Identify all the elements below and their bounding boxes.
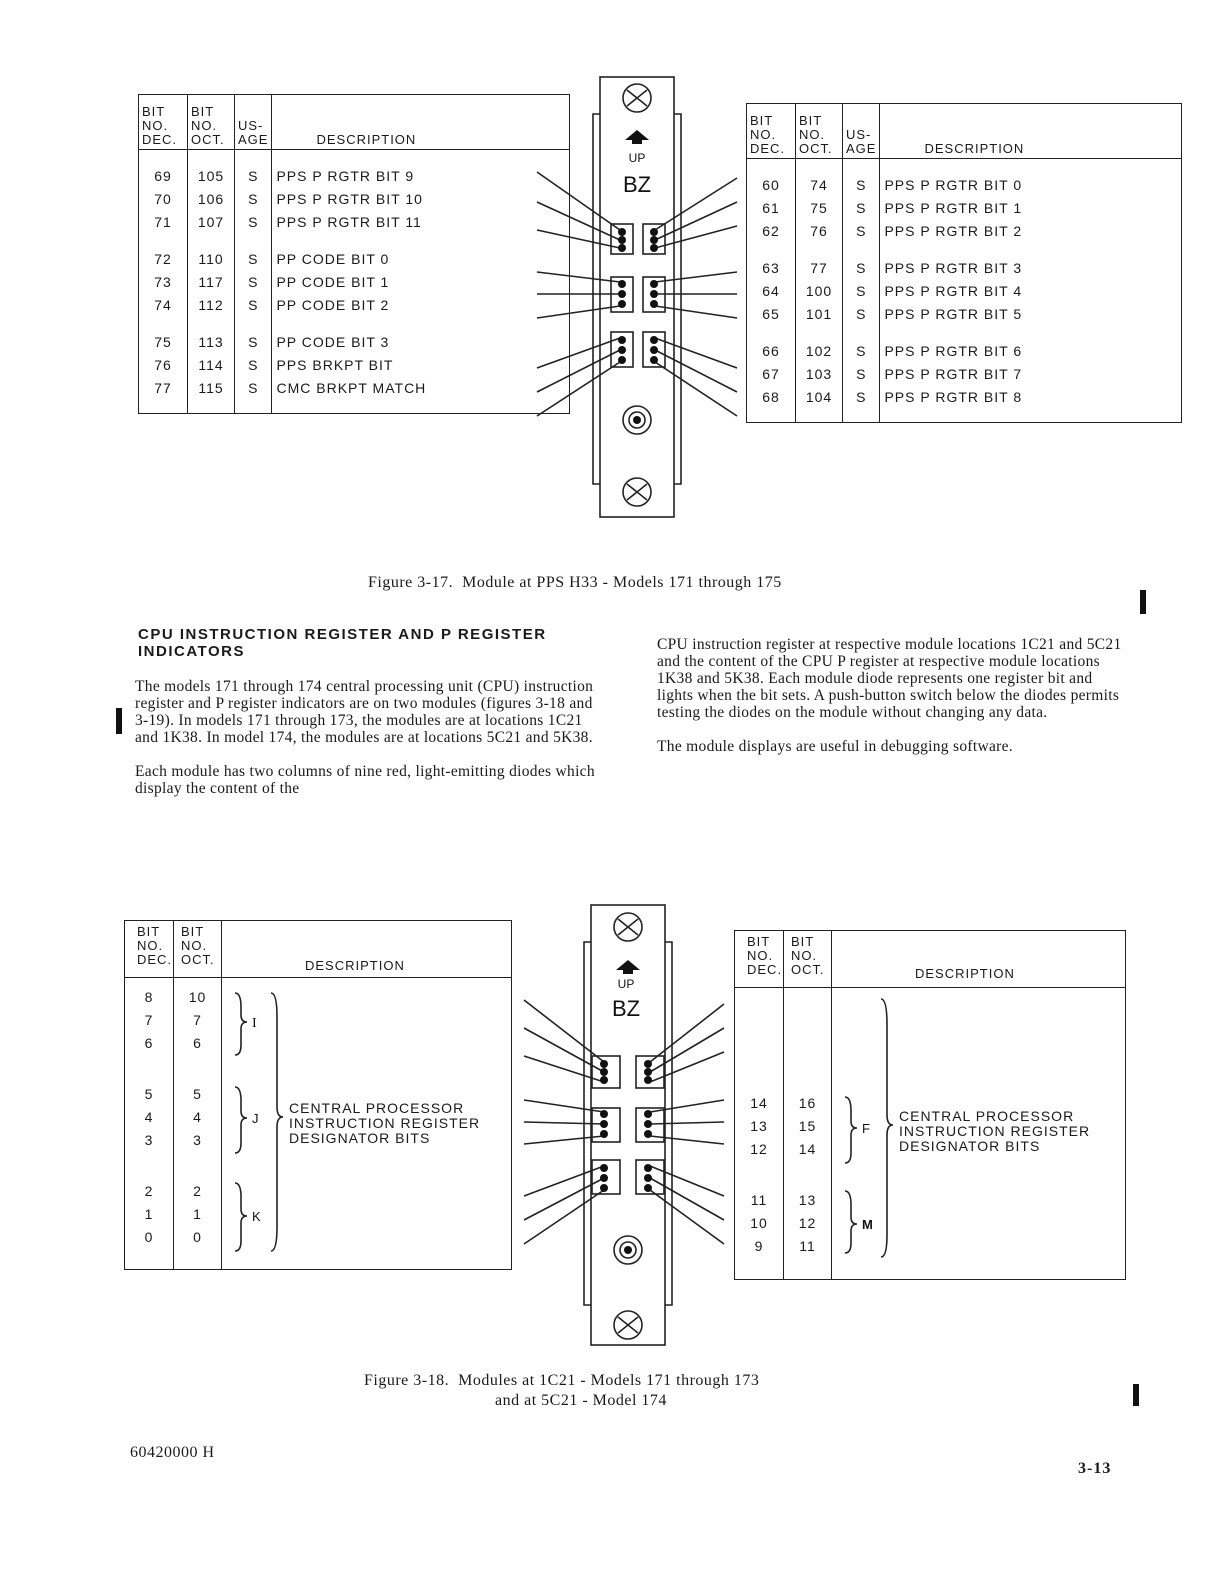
fig17-left_table-grid xyxy=(138,94,570,414)
bit-dec: 69 xyxy=(139,164,188,187)
bit-oct: 112 xyxy=(188,293,235,316)
usage: S xyxy=(235,187,272,210)
description: PPS P RGTR BIT 11 xyxy=(272,210,570,233)
field-label-m: M xyxy=(862,1217,873,1232)
field-label-f: F xyxy=(862,1121,870,1136)
bit-dec: 68 xyxy=(747,385,796,408)
fig17-right-table xyxy=(746,103,1182,423)
description: PP CODE BIT 3 xyxy=(272,330,570,353)
description: PPS P RGTR BIT 1 xyxy=(880,196,1182,219)
fig18-caption-label: Figure 3-18. xyxy=(364,1372,450,1389)
change-bar xyxy=(116,708,122,734)
table-row xyxy=(139,376,570,399)
table-row xyxy=(747,173,1182,196)
table-row xyxy=(139,247,570,270)
fig17-module-id-label: BZ xyxy=(622,172,652,197)
usage: S xyxy=(843,339,880,362)
fig18-right-description: CENTRAL PROCESSOR INSTRUCTION REGISTER DESIGNATOR BITS xyxy=(899,1108,1091,1154)
description: CMC BRKPT MATCH xyxy=(272,376,570,399)
document-number: 60420000 H xyxy=(130,1444,215,1461)
fig18-left-table xyxy=(124,920,512,1270)
paragraph-4: The module displays are useful in debugging software. xyxy=(657,738,1013,755)
fig18-left-header-dec: BIT NO. DEC. xyxy=(137,924,173,967)
field-label-k: K xyxy=(252,1209,261,1224)
bit-oct: 14 xyxy=(798,1141,817,1157)
paragraph-1: The models 171 through 174 central processing unit (CPU) instruction register and P register indicators are on two modules (figures 3-18 and 3-19). In models 171 through 173, the modules are at locations 1C21 and 1K38. In model 174, the modules are at locations 5C21 and 5K38. xyxy=(135,678,594,746)
bit-dec: 3 xyxy=(144,1132,154,1148)
bit-oct: 76 xyxy=(796,219,843,242)
field-label-i: I xyxy=(252,1016,257,1031)
bit-oct: 101 xyxy=(796,302,843,325)
section-heading-line1: CPU INSTRUCTION REGISTER AND P REGISTER xyxy=(138,626,547,643)
description: PP CODE BIT 0 xyxy=(272,247,570,270)
bit-dec: 63 xyxy=(747,256,796,279)
bit-dec: 13 xyxy=(750,1118,768,1134)
usage: S xyxy=(843,302,880,325)
bit-oct: 104 xyxy=(796,385,843,408)
bit-dec: 1 xyxy=(144,1206,154,1222)
bit-oct: 5 xyxy=(193,1086,202,1102)
bit-dec: 75 xyxy=(139,330,188,353)
bit-oct: 77 xyxy=(796,256,843,279)
bit-dec: 8 xyxy=(144,989,154,1005)
bit-dec: 12 xyxy=(750,1141,768,1157)
bit-dec: 11 xyxy=(750,1192,768,1208)
usage: S xyxy=(235,330,272,353)
table-row xyxy=(747,302,1182,325)
fig17-left_table-header-use: US- AGE xyxy=(235,95,272,150)
fig18-right-table xyxy=(734,930,1126,1280)
usage: S xyxy=(843,196,880,219)
usage: S xyxy=(843,362,880,385)
fig17-right_table-header-oct: BIT NO. OCT. xyxy=(796,104,843,159)
bit-oct: 4 xyxy=(193,1109,202,1125)
description: PPS P RGTR BIT 0 xyxy=(880,173,1182,196)
usage: S xyxy=(235,376,272,399)
fig18-right-header-dec: BIT NO. DEC. xyxy=(747,934,783,977)
bit-oct: 13 xyxy=(798,1192,817,1208)
bit-oct: 115 xyxy=(188,376,235,399)
table-row xyxy=(139,293,570,316)
usage: S xyxy=(235,293,272,316)
fig17-module-up-label: UP xyxy=(628,151,646,165)
table-row xyxy=(139,164,570,187)
usage: S xyxy=(843,279,880,302)
bit-dec: 4 xyxy=(144,1109,154,1125)
description: PP CODE BIT 1 xyxy=(272,270,570,293)
table-row xyxy=(139,330,570,353)
bit-dec: 0 xyxy=(144,1229,154,1245)
table-row xyxy=(139,270,570,293)
fig17-caption-text: Module at PPS H33 - Models 171 through 175 xyxy=(462,574,782,591)
fig17-caption xyxy=(368,574,782,592)
description: PPS P RGTR BIT 6 xyxy=(880,339,1182,362)
bit-dec: 62 xyxy=(747,219,796,242)
bit-oct: 100 xyxy=(796,279,843,302)
bit-oct: 2 xyxy=(193,1183,202,1199)
fig18-caption xyxy=(364,1372,759,1390)
field-label-j: J xyxy=(252,1111,259,1126)
bit-oct: 102 xyxy=(796,339,843,362)
bit-oct: 15 xyxy=(798,1118,817,1134)
usage: S xyxy=(235,247,272,270)
bit-oct: 0 xyxy=(193,1229,202,1245)
bit-oct: 74 xyxy=(796,173,843,196)
fig18-module-up-label: UP xyxy=(617,977,635,991)
bit-oct: 114 xyxy=(188,353,235,376)
table-row xyxy=(139,210,570,233)
table-row xyxy=(747,339,1182,362)
bit-oct: 113 xyxy=(188,330,235,353)
bit-dec: 70 xyxy=(139,187,188,210)
bit-dec: 10 xyxy=(750,1215,768,1231)
table-row xyxy=(747,256,1182,279)
description: PPS P RGTR BIT 7 xyxy=(880,362,1182,385)
fig17-right_table-header-desc: DESCRIPTION xyxy=(880,104,1182,159)
fig18-caption-line2: and at 5C21 - Model 174 xyxy=(495,1392,667,1409)
fig18-caption-line1: Modules at 1C21 - Models 171 through 173 xyxy=(458,1372,760,1389)
fig18-module-diagram xyxy=(516,900,742,1352)
page-number: 3-13 xyxy=(1078,1460,1112,1477)
fig17-caption-label: Figure 3-17. xyxy=(368,574,454,591)
fig17-left_table-header-dec: BIT NO. DEC. xyxy=(139,95,188,150)
description: PPS P RGTR BIT 5 xyxy=(880,302,1182,325)
fig17-left_table-header-oct: BIT NO. OCT. xyxy=(188,95,235,150)
bit-dec: 66 xyxy=(747,339,796,362)
right-column-text xyxy=(657,636,1127,755)
fig17-module-diagram xyxy=(525,72,755,522)
bit-oct: 16 xyxy=(798,1095,817,1111)
bit-oct: 110 xyxy=(188,247,235,270)
table-row xyxy=(747,279,1182,302)
bit-dec: 64 xyxy=(747,279,796,302)
bit-oct: 11 xyxy=(799,1238,816,1254)
table-row xyxy=(747,196,1182,219)
section-heading xyxy=(138,626,598,660)
fig18-right-header-desc: DESCRIPTION xyxy=(915,966,1015,981)
bit-dec: 2 xyxy=(144,1183,154,1199)
change-bar xyxy=(1140,590,1146,614)
section-heading-line2: INDICATORS xyxy=(138,643,245,660)
usage: S xyxy=(235,210,272,233)
bit-oct: 10 xyxy=(188,989,207,1005)
bit-dec: 61 xyxy=(747,196,796,219)
fig17-right_table-header-use: US- AGE xyxy=(843,104,880,159)
usage: S xyxy=(235,353,272,376)
table-row xyxy=(747,219,1182,242)
description: PPS P RGTR BIT 3 xyxy=(880,256,1182,279)
bit-oct: 103 xyxy=(796,362,843,385)
bit-oct: 106 xyxy=(188,187,235,210)
bit-dec: 65 xyxy=(747,302,796,325)
bit-oct: 107 xyxy=(188,210,235,233)
bit-oct: 7 xyxy=(193,1012,202,1028)
table-row xyxy=(747,385,1182,408)
usage: S xyxy=(235,164,272,187)
description: PPS P RGTR BIT 2 xyxy=(880,219,1182,242)
bit-dec: 7 xyxy=(144,1012,154,1028)
fig18-left-braces xyxy=(225,987,295,1257)
table-row xyxy=(139,353,570,376)
description: PP CODE BIT 2 xyxy=(272,293,570,316)
bit-oct: 3 xyxy=(193,1132,202,1148)
description: PPS P RGTR BIT 4 xyxy=(880,279,1182,302)
change-bar xyxy=(1133,1384,1139,1406)
fig18-left-header-oct: BIT NO. OCT. xyxy=(181,924,215,967)
bit-dec: 74 xyxy=(139,293,188,316)
usage: S xyxy=(843,385,880,408)
bit-oct: 105 xyxy=(188,164,235,187)
bit-oct: 75 xyxy=(796,196,843,219)
bit-dec: 76 xyxy=(139,353,188,376)
bit-oct: 117 xyxy=(188,270,235,293)
bit-dec: 77 xyxy=(139,376,188,399)
bit-dec: 72 xyxy=(139,247,188,270)
description: PPS P RGTR BIT 9 xyxy=(272,164,570,187)
usage: S xyxy=(843,219,880,242)
paragraph-3: CPU instruction register at respective module locations 1C21 and 5C21 and the content of the CPU P register at respective module locations 1K38 and 5K38. Each module diode represents one register bit and lights when the bit sets. A push-button switch below the diodes permits testing the diodes on the module without changing any data. xyxy=(657,636,1122,721)
bit-dec: 60 xyxy=(747,173,796,196)
fig18-left-description: CENTRAL PROCESSOR INSTRUCTION REGISTER DESIGNATOR BITS xyxy=(289,1100,481,1146)
fig18-right-braces xyxy=(835,995,905,1265)
bit-dec: 71 xyxy=(139,210,188,233)
description: PPS P RGTR BIT 10 xyxy=(272,187,570,210)
fig18-module-id-label: BZ xyxy=(611,996,641,1021)
bit-oct: 6 xyxy=(193,1035,202,1051)
bit-oct: 12 xyxy=(798,1215,817,1231)
bit-dec: 73 xyxy=(139,270,188,293)
fig17-right_table-header-dec: BIT NO. DEC. xyxy=(747,104,796,159)
left-column-text xyxy=(135,678,607,797)
table-row xyxy=(139,187,570,210)
fig17-left-table xyxy=(138,94,570,414)
table-row xyxy=(747,362,1182,385)
bit-dec: 14 xyxy=(750,1095,768,1111)
paragraph-2: Each module has two columns of nine red, light-emitting diodes which display the content of the xyxy=(135,763,595,797)
description: PPS BRKPT BIT xyxy=(272,353,570,376)
usage: S xyxy=(235,270,272,293)
bit-dec: 9 xyxy=(754,1238,764,1254)
fig18-right-header-oct: BIT NO. OCT. xyxy=(791,934,825,977)
bit-dec: 67 xyxy=(747,362,796,385)
usage: S xyxy=(843,173,880,196)
bit-dec: 5 xyxy=(144,1086,154,1102)
bit-oct: 1 xyxy=(193,1206,202,1222)
fig17-right_table-grid xyxy=(746,103,1182,423)
description: PPS P RGTR BIT 8 xyxy=(880,385,1182,408)
fig18-left-header-desc: DESCRIPTION xyxy=(305,958,405,973)
usage: S xyxy=(843,256,880,279)
fig17-left_table-header-desc: DESCRIPTION xyxy=(272,95,570,150)
bit-dec: 6 xyxy=(144,1035,154,1051)
